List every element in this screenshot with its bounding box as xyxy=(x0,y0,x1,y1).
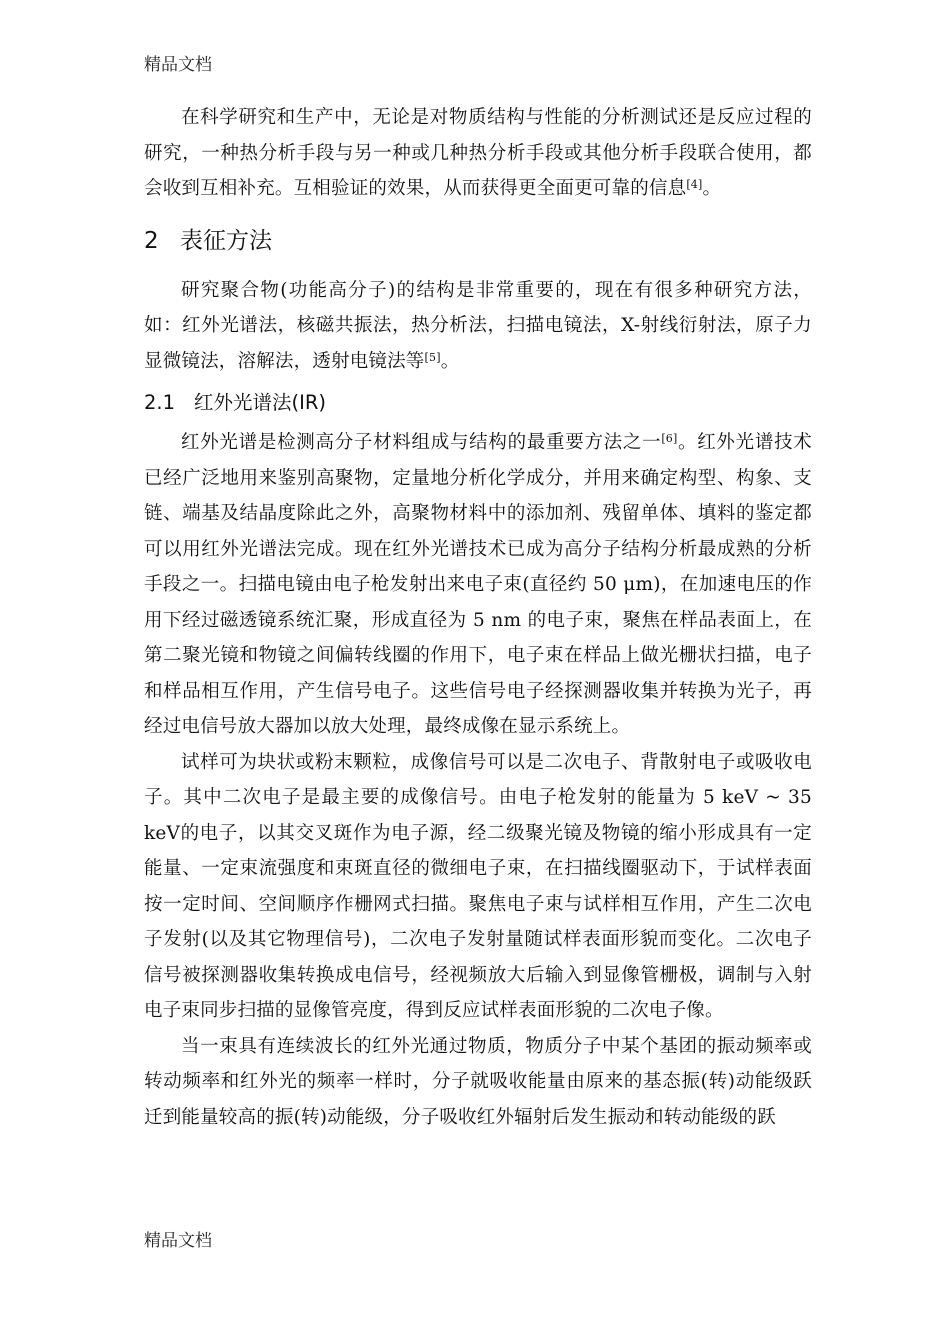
citation-ref[interactable]: [5] xyxy=(424,350,441,364)
section-heading-2 xyxy=(144,221,812,261)
citation-ref[interactable]: [6] xyxy=(661,432,678,445)
citation-ref[interactable]: [4] xyxy=(686,178,703,191)
section-number: 2.1 xyxy=(144,391,176,414)
page-footer: 精品文档 xyxy=(144,1231,212,1251)
section-number: 2 xyxy=(144,227,159,254)
section-title: 表征方法 xyxy=(180,227,272,254)
paragraph-ir: 红外光谱是检测高分子材料组成与结构的最重要方法之一[6]。红外光谱技术已经广泛地用来鉴别高聚物，定量地分析化学成分，并用来确定构型、构象、支链、端基及结晶度除此之外，高聚物材料中的添加剂、残留单体、填料的鉴定都可以用红外光谱法完成。现在红外光谱技术已成为高分子结构分析最成熟的分析手段之一。扫描电镜由电子枪发射出来电子束(直径约 50 μm)，在加速电压的作用下经过磁透镜系统汇聚，形成直径为 5 nm 的电子束，聚焦在样品表面上，在第二聚光镜和物镜之间偏转线圈的作用下，电子束在样品上做光栅状扫描，电子和样品相互作用，产生信号电子。这些信号电子经探测器收集并转换为光子，再经过电信号放大器加以放大处理，最终成像在显示系统上。 xyxy=(144,432,812,737)
paragraph-sem: 试样可为块状或粉末颗粒，成像信号可以是二次电子、背散射电子或吸收电子。其中二次电子是最主要的成像信号。由电子枪发射的能量为 5 keV ~ 35 keV的电子，以其交叉斑作为电子源，经二级聚光镜及物镜的缩小形成具有一定能量、一定束流强度和束斑直径的微细电子束，在扫描线圈驱动下，于试样表面按一定时间、空间顺序作栅网式扫描。聚焦电子束与试样相互作用，产生二次电子发射(以及其它物理信号)，二次电子发射量随试样表面形貌而变化。二次电子信号被探测器收集转换成电信号，经视频放大后输入到显像管栅极，调制与入射电子束同步扫描的显像管亮度，得到反应试样表面形貌的二次电子像。 xyxy=(144,751,812,1021)
paragraph-intro: 在科学研究和生产中，无论是对物质结构与性能的分析测试还是反应过程的研究，一种热分析手段与另一种或几种热分析手段或其他分析手段联合使用，都会收到互相补充。互相验证的效果，从而获得更全面更可靠的信息[4]。 xyxy=(144,107,812,199)
document-body xyxy=(144,100,812,1135)
paragraph-methods: 研究聚合物(功能高分子)的结构是非常重要的，现在有很多种研究方法，如：红外光谱法，核磁共振法，热分析法，扫描电镜法，X-射线衍射法，原子力显微镜法，溶解法，透射电镜法等[5]。 xyxy=(144,279,812,372)
section-heading-2-1 xyxy=(144,385,812,421)
section-title: 红外光谱法(IR) xyxy=(194,391,327,414)
page-header: 精品文档 xyxy=(144,55,212,75)
paragraph-absorption: 当一束具有连续波长的红外光通过物质，物质分子中某个基团的振动频率或转动频率和红外光的频率一样时，分子就吸收能量由原来的基态振(转)动能级跃迁到能量较高的振(转)动能级，分子吸收红外辐射后发生振动和转动能级的跃 xyxy=(144,1035,812,1128)
